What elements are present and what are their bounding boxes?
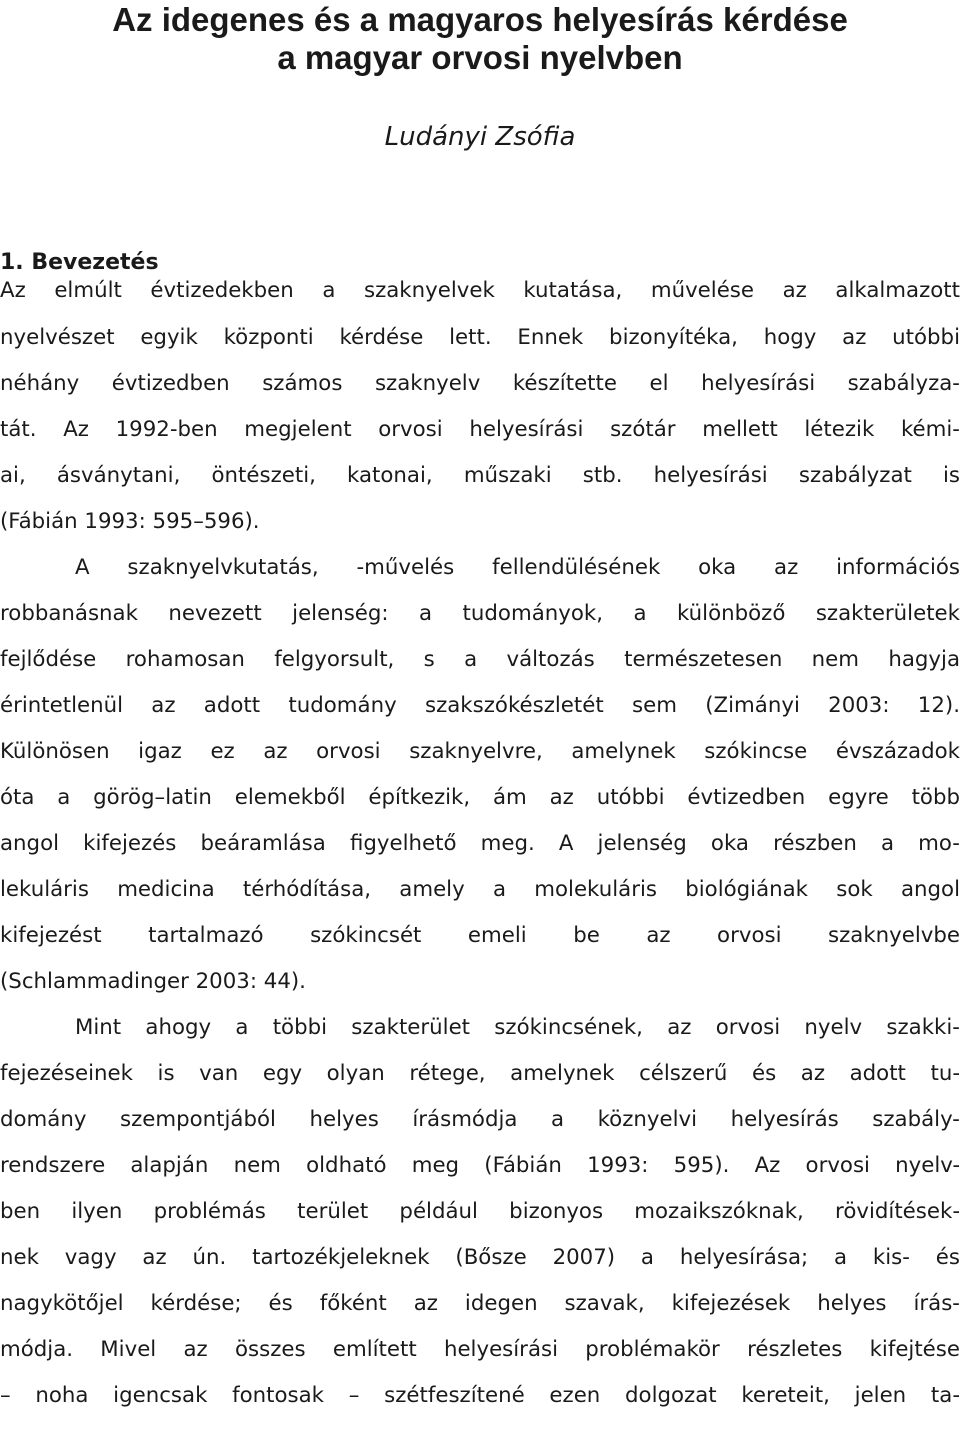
text-line: érintetlenül az adott tudomány szakszókészletét sem (Zimányi 2003: 12). bbox=[0, 693, 960, 718]
text-line: lekuláris medicina térhódítása, amely a molekuláris biológiának sok angol bbox=[0, 877, 960, 902]
title-line-2: a magyar orvosi nyelvben bbox=[277, 39, 683, 76]
text-line: domány szempontjából helyes írásmódja a köznyelvi helyesírás szabály- bbox=[0, 1107, 960, 1132]
text-line: robbanásnak nevezett jelenség: a tudományok, a különböző szakterületek bbox=[0, 601, 960, 626]
text-line: óta a görög–latin elemekből építkezik, ám az utóbbi évtizedben egyre több bbox=[0, 785, 960, 810]
text-line: ai, ásványtani, öntészeti, katonai, műszaki stb. helyesírási szabályzat is bbox=[0, 463, 960, 488]
text-line: nyelvészet egyik központi kérdése lett. Ennek bizonyítéka, hogy az utóbbi bbox=[0, 325, 960, 350]
text-line: fejlődése rohamosan felgyorsult, s a változás természetesen nem hagyja bbox=[0, 647, 960, 672]
text-line: (Schlammadinger 2003: 44). bbox=[0, 969, 306, 994]
text-line: rendszere alapján nem oldható meg (Fábián 1993: 595). Az orvosi nyelv- bbox=[0, 1153, 960, 1178]
text-line: fejezéseinek is van egy olyan rétege, amelynek célszerű és az adott tu- bbox=[0, 1061, 960, 1086]
author-name: Ludányi Zsófia bbox=[384, 122, 576, 152]
text-line: Különösen igaz ez az orvosi szaknyelvre, amelynek szókincse évszázadok bbox=[0, 739, 960, 764]
section-heading: 1. Bevezetés bbox=[0, 250, 159, 275]
text-line: ben ilyen problémás terület például bizonyos mozaikszóknak, rövidítések- bbox=[0, 1199, 960, 1224]
text-line: nagykötőjel kérdése; és főként az idegen szavak, kifejezések helyes írás- bbox=[0, 1291, 960, 1316]
title-line-1: Az idegenes és a magyaros helyesírás kérdése bbox=[112, 1, 848, 38]
text-line: A szaknyelvkutatás, -művelés fellendülésének oka az információs bbox=[75, 555, 960, 580]
text-line: (Fábián 1993: 595–596). bbox=[0, 509, 260, 534]
text-line: néhány évtizedben számos szaknyelv készítette el helyesírási szabályza- bbox=[0, 371, 960, 396]
text-line: kifejezést tartalmazó szókincsét emeli be az orvosi szaknyelvbe bbox=[0, 923, 960, 948]
text-line: – noha igencsak fontosak – szétfeszítené ezen dolgozat kereteit, jelen ta- bbox=[0, 1383, 960, 1408]
text-line: nek vagy az ún. tartozékjeleknek (Bősze 2007) a helyesírása; a kis- és bbox=[0, 1245, 960, 1270]
text-line: módja. Mivel az összes említett helyesírási problémakör részletes kifejtése bbox=[0, 1337, 960, 1362]
text-line: Mint ahogy a többi szakterület szókincsének, az orvosi nyelv szakki- bbox=[75, 1015, 960, 1040]
text-line: angol kifejezés beáramlása figyelhető meg. A jelenség oka részben a mo- bbox=[0, 831, 960, 856]
text-line: Az elmúlt évtizedekben a szaknyelvek kutatása, művelése az alkalmazott bbox=[0, 278, 960, 303]
text-line: tát. Az 1992-ben megjelent orvosi helyesírási szótár mellett létezik kémi- bbox=[0, 417, 960, 442]
